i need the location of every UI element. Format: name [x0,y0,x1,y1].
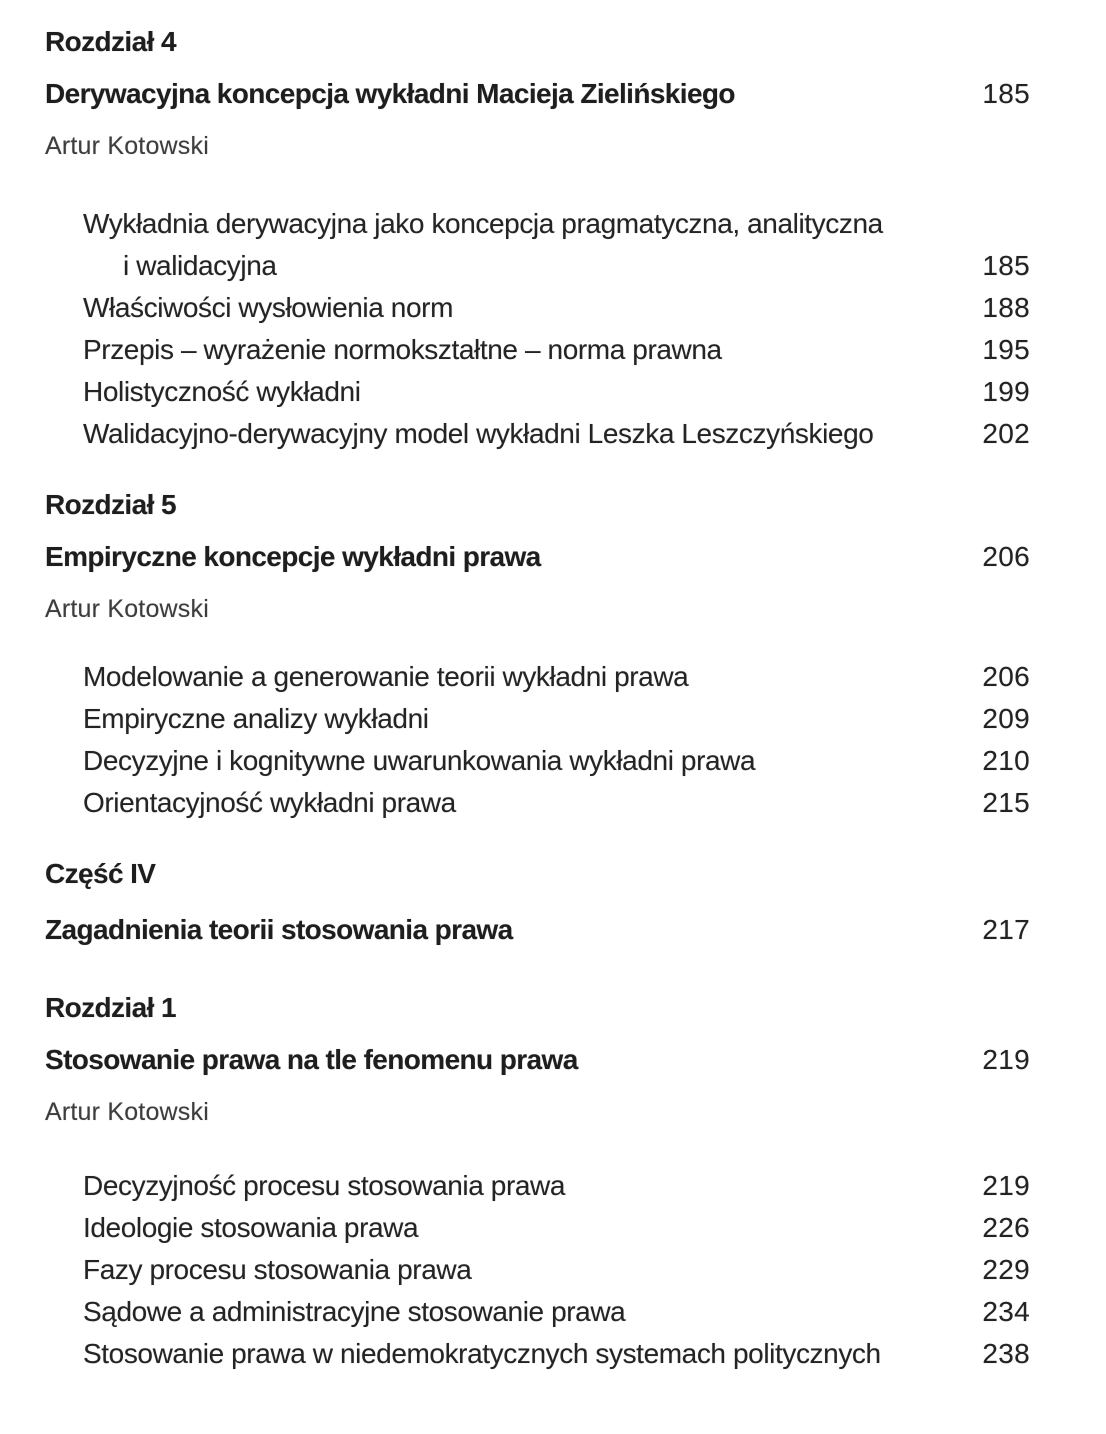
toc-entry [83,698,1030,740]
toc-entry-page: 209 [982,703,1030,734]
section-part-4 [45,856,1030,948]
toc-entry-title: Decyzyjne i kognitywne uwarunkowania wykładni prawa [83,745,756,776]
section-chapter-5 [45,487,1030,824]
toc-entry [83,1165,1030,1207]
toc-entry-page: 215 [982,787,1030,818]
toc-entry-page: 226 [982,1212,1030,1243]
chapter-author: Artur Kotowski [45,1098,209,1126]
toc-entry [83,287,1030,329]
section-chapter-1 [45,990,1030,1375]
part-page-number: 217 [982,914,1030,945]
chapter-title-row [45,1042,1030,1078]
chapter-title: Empiryczne koncepcje wykładni prawa [45,541,541,572]
chapter-title-row [45,539,1030,575]
toc-entry [83,782,1030,824]
toc-entry-page: 202 [982,418,1030,449]
chapter-author: Artur Kotowski [45,132,209,160]
toc-entry-title: Ideologie stosowania prawa [83,1212,419,1243]
toc-entry [83,1249,1030,1291]
chapter-page-number: 185 [982,78,1030,109]
toc-entry [83,1291,1030,1333]
toc-entry [83,371,1030,413]
toc-entry-page: 229 [982,1254,1030,1285]
toc-entry [83,1207,1030,1249]
chapter-title: Stosowanie prawa na tle fenomenu prawa [45,1044,578,1075]
toc-entry-title: Przepis – wyrażenie normokształtne – norma prawna [83,334,722,365]
toc-entry-continuation [83,245,1030,287]
toc-entry-title: Sądowe a administracyjne stosowanie prawa [83,1296,626,1327]
toc-entry [83,656,1030,698]
toc-entry-page: 195 [982,334,1030,365]
toc-entry-title: Empiryczne analizy wykładni [83,703,429,734]
toc-entry-page: 185 [982,250,1030,281]
toc-entry [83,1333,1030,1375]
toc-entry-page: 210 [982,745,1030,776]
toc-entry-title: Modelowanie a generowanie teorii wykładni prawa [83,661,689,692]
chapter-entries [83,656,1030,824]
toc-entry-page: 219 [982,1170,1030,1201]
toc-entry [83,413,1030,455]
chapter-page-number: 206 [982,541,1030,572]
toc-entry-title: Walidacyjno-derywacyjny model wykładni Leszka Leszczyńskiego [83,418,874,449]
chapter-entries [83,1165,1030,1375]
toc-entry [83,740,1030,782]
section-chapter-4 [45,24,1030,455]
chapter-label: Rozdział 1 [45,992,176,1023]
toc-entry-title: Orientacyjność wykładni prawa [83,787,456,818]
toc-entry-page: 234 [982,1296,1030,1327]
toc-entry-page: 206 [982,661,1030,692]
toc-entry-title: Decyzyjność procesu stosowania prawa [83,1170,566,1201]
toc-entry-title: Holistyczność wykładni [83,376,361,407]
toc-entry-page: 199 [982,376,1030,407]
part-label: Część IV [45,858,156,889]
chapter-title-row [45,76,1030,112]
chapter-label: Rozdział 5 [45,489,176,520]
part-title: Zagadnienia teorii stosowania prawa [45,914,513,945]
toc-entry [83,203,1030,245]
chapter-label: Rozdział 4 [45,26,176,57]
chapter-page-number: 219 [982,1044,1030,1075]
part-title-row [45,912,1030,948]
toc-entry-title: Wykładnia derywacyjna jako koncepcja pragmatyczna, analityczna [83,208,883,239]
toc-entry [83,329,1030,371]
toc-entry-title: Fazy procesu stosowania prawa [83,1254,472,1285]
chapter-title: Derywacyjna koncepcja wykładni Macieja Zielińskiego [45,78,735,109]
chapter-author: Artur Kotowski [45,595,209,623]
toc-entry-title-continued: i walidacyjna [123,250,277,281]
toc-entry-title: Właściwości wysłowienia norm [83,292,453,323]
toc-entry-page: 238 [982,1338,1030,1369]
toc-entry-page: 188 [982,292,1030,323]
toc-entry-title: Stosowanie prawa w niedemokratycznych systemach politycznych [83,1338,881,1369]
chapter-entries [83,203,1030,455]
